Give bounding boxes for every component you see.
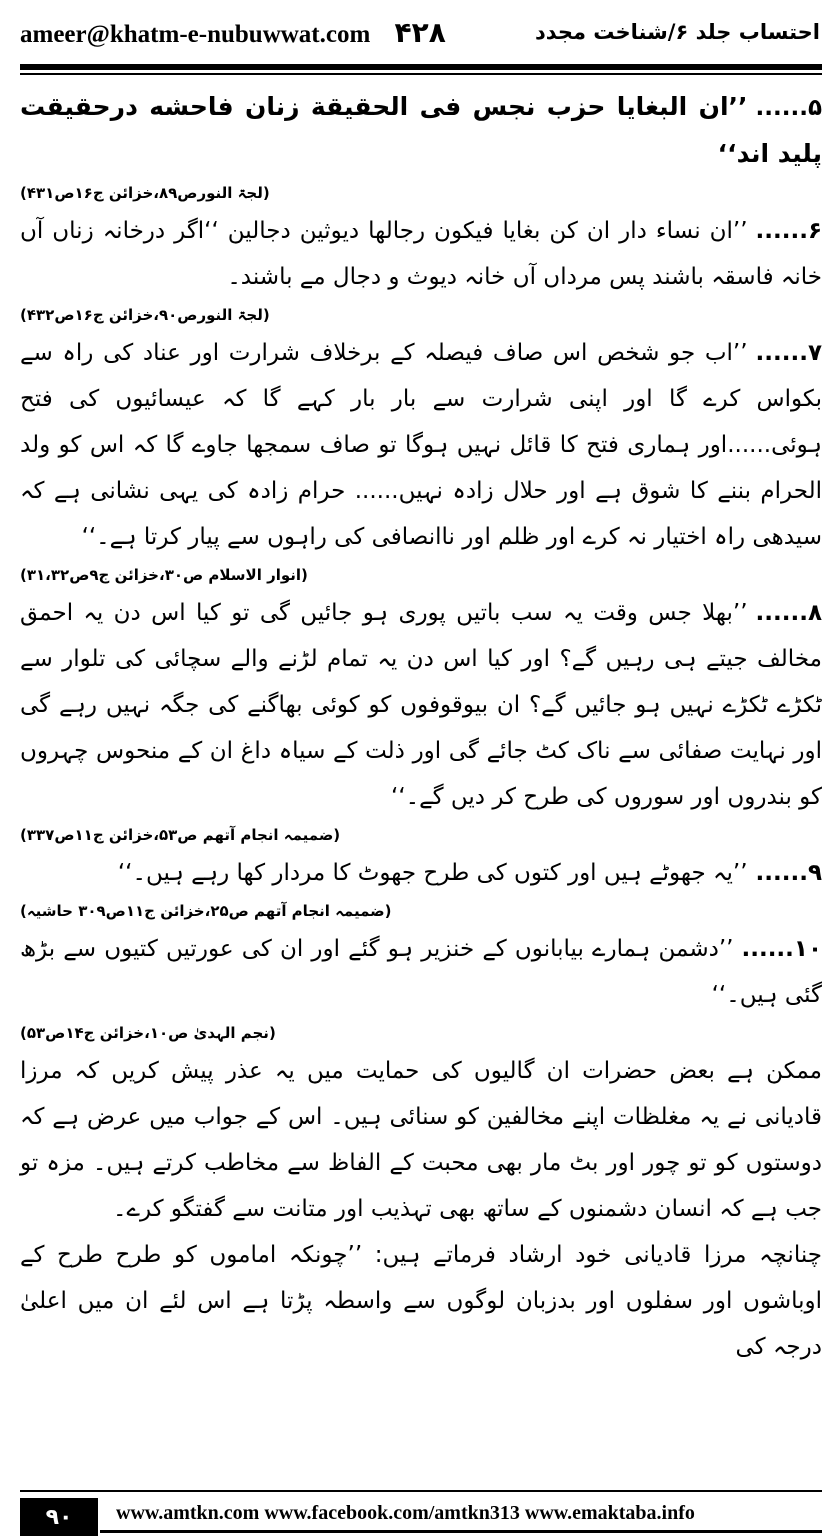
quote-item-9 xyxy=(20,850,822,926)
quote-number: ۹...... xyxy=(755,860,822,886)
quote-text: ’’ان نساء دار ان کن بغایا فیکون رجالها دیوثین دجالین ‘‘اگر درخانہ زناں آں خانہ فاسقہ باشند پس مرداں آں خانہ دیوث و دجال مے باشند۔ xyxy=(20,218,822,290)
quote-text: ’’بھلا جس وقت یہ سب باتیں پوری ہو جائیں گی تو کیا اس دن یہ احمق مخالف جیتے ہی رہیں گے؟ اور کیا اس دن یہ تمام لڑنے والے سچائی کی تلوار سے ٹکڑے ٹکڑے نہیں ہو جائیں گے؟ ان بیوقوفوں کو کوئی بھاگنے کی جگہ نہیں رہے گی اور نہایت صفائی سے ناک کٹ جائے گی اور ذلت کے سیاہ داغ ان کے منحوس چہروں کو بندروں اور سوروں کی طرح کر دیں گے۔‘‘ xyxy=(20,600,822,810)
quote-number: ۶...... xyxy=(755,218,822,244)
footer-rule xyxy=(20,1490,822,1492)
quote-item-6 xyxy=(20,208,822,330)
header-left xyxy=(20,16,446,49)
header-email: ameer@khatm-e-nubuwwat.com xyxy=(20,21,371,48)
quote-text: ’’ان البغایا حزب نجس فی الحقیقة زنان فاحشه درحقیقت پلید اند‘‘ xyxy=(20,92,822,168)
quote-text: ’’یہ جھوٹے ہیں اور کتوں کی طرح جھوٹ کا مردار کھا رہے ہیں۔‘‘ xyxy=(117,860,748,886)
quote-reference: (لجۃ النورص۹۰،خزائن ج۱۶ص۴۳۲) xyxy=(20,306,270,324)
quote-reference: (انوار الاسلام ص۳۰،خزائن ج۹ص۳۱،۳۲) xyxy=(20,566,308,584)
quote-reference: (ضمیمہ انجام آتھم ص۲۵،خزائن ج۱۱ص۳۰۹ حاشیہ) xyxy=(20,902,392,920)
footer-links: www.amtkn.com www.facebook.com/amtkn313 www.emaktaba.info xyxy=(116,1502,695,1524)
quote-number: ۷...... xyxy=(755,340,822,366)
quote-number: ۸...... xyxy=(755,600,822,626)
quote-reference: (نجم الہدیٰ ص۱۰،خزائن ج۱۴ص۵۳) xyxy=(20,1024,276,1042)
quote-text: ’’اب جو شخص اس صاف فیصلہ کے برخلاف شرارت اور عناد کی راہ سے بکواس کرے گا اور اپنی شرارت سے بار بار کہے گا کہ عیسائیوں کی فتح ہوئی......اور ہماری فتح کا قائل نہیں ہوگا تو صاف سمجھا جاوے گا کہ اس کو ولد الحرام بننے کا شوق ہے اور حلال زادہ نہیں...... حرام زادہ کی یہی نشانی ہے کہ سیدھی راہ اختیار نہ کرے اور ظلم اور ناانصافی کی راہوں سے پیار کرتا ہے۔‘‘ xyxy=(20,340,822,550)
quote-number: ۱۰...... xyxy=(741,936,822,962)
footer-page-number: ۹۰ xyxy=(20,1498,98,1536)
quote-reference: (ضمیمہ انجام آتھم ص۵۳،خزائن ج۱۱ص۳۳۷) xyxy=(20,826,341,844)
quote-item-7 xyxy=(20,330,822,590)
page-content xyxy=(20,84,822,1370)
quote-number: ۵...... xyxy=(755,95,822,121)
quote-item-10 xyxy=(20,926,822,1048)
header-rule xyxy=(20,64,822,70)
body-paragraph-1: ممکن ہے بعض حضرات ان گالیوں کی حمایت میں یہ عذر پیش کریں کہ مرزا قادیانی نے یہ مغلظات اپنے مخالفین کو سنائی ہیں۔ اس کے جواب میں عرض ہے کہ دوستوں کو تو چور اور بٹ مار بھی محبت کے الفاظ سے مخاطب کرتے ہیں۔ مزہ تو جب ہے کہ انسان دشمنوں کے ساتھ بھی تہذیب اور متانت سے گفتگو کرے۔ xyxy=(20,1058,822,1222)
header-page-number: ۴۲۸ xyxy=(394,16,446,49)
header-rule-thin xyxy=(20,73,822,75)
quote-item-5 xyxy=(20,84,822,208)
body-paragraph-2: چنانچہ مرزا قادیانی خود ارشاد فرماتے ہیں: ’’چونکہ اماموں کو طرح طرح کے اوباشوں اور سفلوں اور بدزبان لوگوں سے واسطہ پڑتا ہے اس لئے ان میں اعلیٰ درجہ کی xyxy=(20,1242,822,1360)
quote-reference: (لجۃ النورص۸۹،خزائن ج۱۶ص۴۳۱) xyxy=(20,184,270,202)
footer-underline xyxy=(100,1530,822,1533)
quote-item-8 xyxy=(20,590,822,850)
header-book-title: احتساب جلد ۶/شناخت مجدد xyxy=(534,20,820,44)
quote-text: ’’دشمن ہمارے بیابانوں کے خنزیر ہو گئے اور ان کی عورتیں کتیوں سے بڑھ گئی ہیں۔‘‘ xyxy=(20,936,822,1008)
